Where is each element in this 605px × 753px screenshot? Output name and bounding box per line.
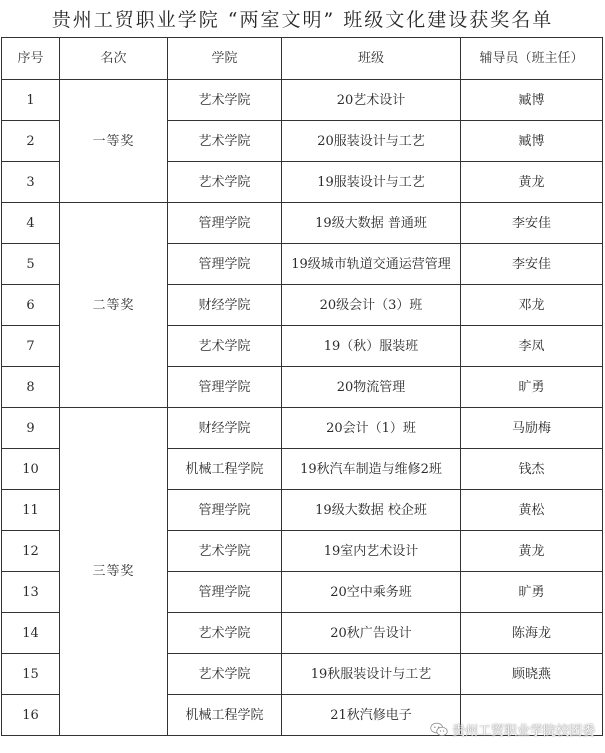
row-counselor: 黄松 — [461, 490, 603, 531]
row-college: 艺术学院 — [168, 654, 282, 695]
table-header-row — [2, 38, 603, 80]
row-class: 19（秋）服装班 — [282, 326, 461, 367]
row-college: 管理学院 — [168, 572, 282, 613]
row-counselor: 臧博 — [461, 121, 603, 162]
row-class: 19秋服装设计与工艺 — [282, 654, 461, 695]
row-college: 财经学院 — [168, 285, 282, 326]
row-college: 艺术学院 — [168, 326, 282, 367]
row-counselor: 黄龙 — [461, 531, 603, 572]
row-college: 机械工程学院 — [168, 695, 282, 736]
row-college: 管理学院 — [168, 244, 282, 285]
wechat-watermark — [430, 720, 595, 739]
row-counselor: 钱杰 — [461, 449, 603, 490]
row-serial: 12 — [2, 531, 60, 572]
row-class: 20级会计（3）班 — [282, 285, 461, 326]
header-serial: 序号 — [2, 38, 60, 80]
row-serial: 16 — [2, 695, 60, 736]
table-row — [2, 408, 603, 449]
row-class: 19秋汽车制造与维修2班 — [282, 449, 461, 490]
table-row — [2, 203, 603, 244]
row-class: 19级大数据 普通班 — [282, 203, 461, 244]
row-counselor: 臧博 — [461, 80, 603, 121]
row-college: 管理学院 — [168, 490, 282, 531]
watermark-text: 贵州工贸职业学院校团委 — [451, 724, 595, 739]
row-serial: 3 — [2, 162, 60, 203]
row-class: 20空中乘务班 — [282, 572, 461, 613]
row-counselor: 顾晓燕 — [461, 654, 603, 695]
row-serial: 15 — [2, 654, 60, 695]
row-class: 20会计（1）班 — [282, 408, 461, 449]
row-serial: 13 — [2, 572, 60, 613]
prize-first: 一等奖 — [60, 80, 168, 203]
wechat-icon — [430, 722, 448, 737]
row-serial: 5 — [2, 244, 60, 285]
row-serial: 10 — [2, 449, 60, 490]
row-serial: 2 — [2, 121, 60, 162]
row-counselor: 旷勇 — [461, 367, 603, 408]
header-counselor: 辅导员（班主任） — [461, 38, 603, 80]
row-serial: 9 — [2, 408, 60, 449]
row-serial: 1 — [2, 80, 60, 121]
row-counselor: 黄龙 — [461, 162, 603, 203]
row-serial: 8 — [2, 367, 60, 408]
row-class: 19室内艺术设计 — [282, 531, 461, 572]
table-row — [2, 80, 603, 121]
row-class: 20物流管理 — [282, 367, 461, 408]
row-class: 19级城市轨道交通运营管理 — [282, 244, 461, 285]
header-class: 班级 — [282, 38, 461, 80]
row-counselor: 陈海龙 — [461, 613, 603, 654]
row-college: 管理学院 — [168, 367, 282, 408]
prize-second: 二等奖 — [60, 203, 168, 408]
row-serial: 7 — [2, 326, 60, 367]
row-college: 管理学院 — [168, 203, 282, 244]
document-title: 贵州工贸职业学院 “两室文明” 班级文化建设获奖名单 — [51, 9, 554, 31]
award-table — [1, 37, 603, 736]
row-college: 机械工程学院 — [168, 449, 282, 490]
row-counselor: 李安佳 — [461, 244, 603, 285]
row-counselor: 马励梅 — [461, 408, 603, 449]
row-class: 20服装设计与工艺 — [282, 121, 461, 162]
header-college: 学院 — [168, 38, 282, 80]
prize-third: 三等奖 — [60, 408, 168, 736]
row-class: 19级大数据 校企班 — [282, 490, 461, 531]
header-rank: 名次 — [60, 38, 168, 80]
row-college: 艺术学院 — [168, 531, 282, 572]
row-serial: 4 — [2, 203, 60, 244]
row-class: 21秋汽修电子 — [282, 695, 461, 736]
row-class: 20艺术设计 — [282, 80, 461, 121]
row-serial: 14 — [2, 613, 60, 654]
row-counselor: 李凤 — [461, 326, 603, 367]
row-college: 财经学院 — [168, 408, 282, 449]
row-serial: 11 — [2, 490, 60, 531]
row-class: 20秋广告设计 — [282, 613, 461, 654]
row-class: 19服装设计与工艺 — [282, 162, 461, 203]
row-serial: 6 — [2, 285, 60, 326]
row-college: 艺术学院 — [168, 80, 282, 121]
row-college: 艺术学院 — [168, 121, 282, 162]
row-college: 艺术学院 — [168, 162, 282, 203]
row-counselor: 李安佳 — [461, 203, 603, 244]
row-counselor: 邓龙 — [461, 285, 603, 326]
row-college: 艺术学院 — [168, 613, 282, 654]
row-counselor: 旷勇 — [461, 572, 603, 613]
